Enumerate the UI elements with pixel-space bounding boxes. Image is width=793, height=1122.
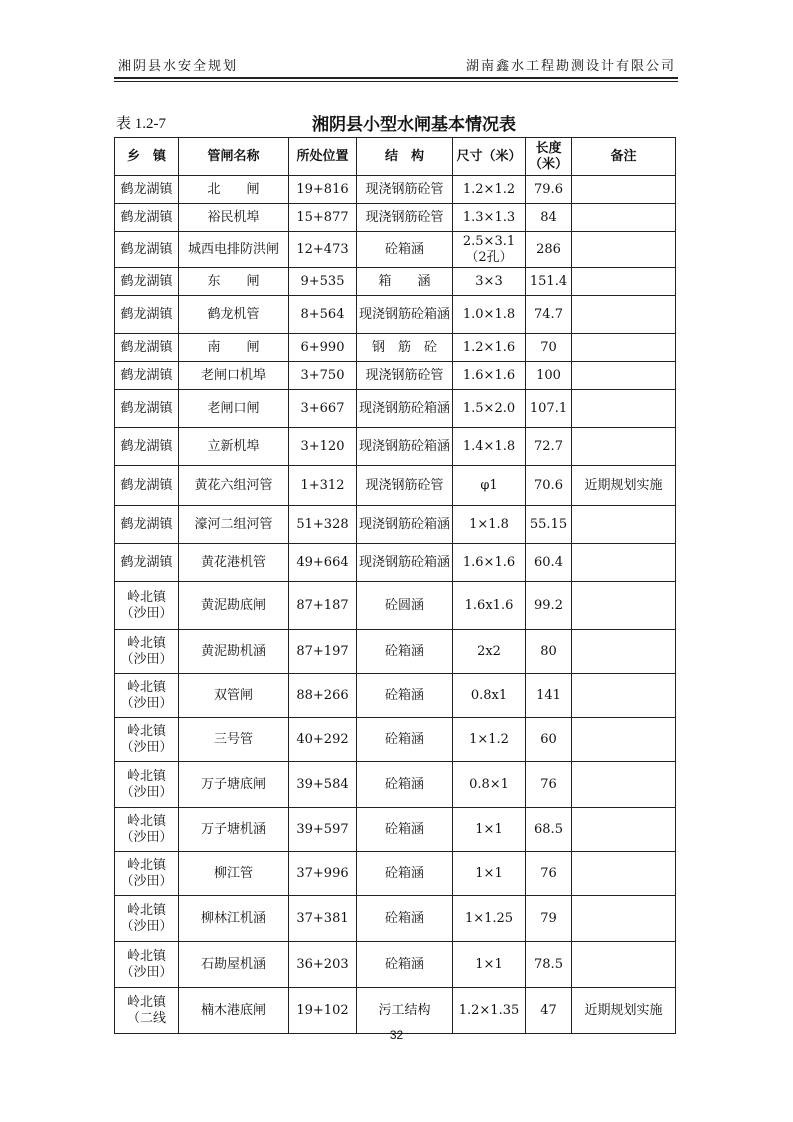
cell-name: 城西电排防洪闸 [179, 232, 289, 268]
cell-town: 岭北镇（沙田） [115, 942, 179, 988]
cell-length: 79 [526, 896, 572, 942]
cell-size: 2.5×3.1（2孔） [453, 232, 526, 268]
cell-remark: 近期规划实施 [572, 988, 676, 1034]
cell-length: 76 [526, 762, 572, 808]
cell-length: 47 [526, 988, 572, 1034]
cell-name: 南 闸 [179, 334, 289, 362]
cell-size: 1.6×1.6 [453, 544, 526, 582]
cell-position: 3+750 [289, 362, 357, 390]
cell-town: 鹤龙湖镇 [115, 232, 179, 268]
cell-length: 78.5 [526, 942, 572, 988]
cell-size: 0.8x1 [453, 674, 526, 718]
cell-length: 79.6 [526, 176, 572, 204]
cell-remark [572, 582, 676, 630]
cell-town: 岭北镇（沙田） [115, 808, 179, 852]
cell-town: 岭北镇（沙田） [115, 674, 179, 718]
table-header-row [115, 138, 676, 176]
cell-town: 鹤龙湖镇 [115, 428, 179, 466]
cell-length: 76 [526, 852, 572, 896]
cell-town: 鹤龙湖镇 [115, 544, 179, 582]
cell-position: 88+266 [289, 674, 357, 718]
cell-length: 70.6 [526, 466, 572, 506]
cell-structure: 现浇钢筋砼箱涵 [357, 506, 453, 544]
cell-name: 双管闸 [179, 674, 289, 718]
cell-remark [572, 718, 676, 762]
cell-size: 1.2×1.6 [453, 334, 526, 362]
table-row [115, 544, 676, 582]
cell-structure: 砼箱涵 [357, 674, 453, 718]
cell-remark [572, 334, 676, 362]
cell-town: 岭北镇（沙田） [115, 630, 179, 674]
cell-name: 柳林江机涵 [179, 896, 289, 942]
col-header-position: 所处位置 [289, 138, 357, 176]
cell-size: 1.0×1.8 [453, 296, 526, 334]
cell-position: 9+535 [289, 268, 357, 296]
cell-position: 87+187 [289, 582, 357, 630]
cell-name: 北 闸 [179, 176, 289, 204]
cell-length: 151.4 [526, 268, 572, 296]
cell-structure: 现浇钢筋砼管 [357, 204, 453, 232]
table-title: 湘阴县小型水闸基本情况表 [312, 115, 516, 135]
cell-remark [572, 428, 676, 466]
table-row [115, 718, 676, 762]
cell-length: 141 [526, 674, 572, 718]
cell-position: 12+473 [289, 232, 357, 268]
col-header-remark: 备注 [572, 138, 676, 176]
cell-remark [572, 852, 676, 896]
cell-town: 岭北镇（沙田） [115, 762, 179, 808]
cell-position: 40+292 [289, 718, 357, 762]
cell-structure: 现浇钢筋砼箱涵 [357, 296, 453, 334]
cell-name: 立新机埠 [179, 428, 289, 466]
cell-position: 19+816 [289, 176, 357, 204]
cell-town: 鹤龙湖镇 [115, 176, 179, 204]
table-row [115, 582, 676, 630]
table-row [115, 296, 676, 334]
table-row [115, 334, 676, 362]
cell-position: 87+197 [289, 630, 357, 674]
table-row [115, 762, 676, 808]
cell-town: 岭北镇（二线 [115, 988, 179, 1034]
cell-structure: 砼箱涵 [357, 762, 453, 808]
cell-size: 1×1.2 [453, 718, 526, 762]
cell-remark [572, 942, 676, 988]
table-row [115, 362, 676, 390]
cell-town: 鹤龙湖镇 [115, 296, 179, 334]
cell-length: 107.1 [526, 390, 572, 428]
table-row [115, 674, 676, 718]
cell-size: 1.4×1.8 [453, 428, 526, 466]
cell-size: 1.6x1.6 [453, 582, 526, 630]
cell-size: 1.6×1.6 [453, 362, 526, 390]
cell-position: 3+120 [289, 428, 357, 466]
cell-name: 楠木港底闸 [179, 988, 289, 1034]
cell-structure: 砼箱涵 [357, 232, 453, 268]
cell-name: 濠河二组河管 [179, 506, 289, 544]
table-row [115, 466, 676, 506]
table-row [115, 506, 676, 544]
cell-name: 柳江管 [179, 852, 289, 896]
cell-name: 黄花港机管 [179, 544, 289, 582]
cell-length: 100 [526, 362, 572, 390]
header-right: 湖南鑫水工程勘测设计有限公司 [465, 59, 676, 74]
cell-town: 鹤龙湖镇 [115, 334, 179, 362]
table-row [115, 176, 676, 204]
cell-position: 19+102 [289, 988, 357, 1034]
cell-position: 15+877 [289, 204, 357, 232]
cell-position: 51+328 [289, 506, 357, 544]
table-row [115, 268, 676, 296]
cell-position: 39+584 [289, 762, 357, 808]
cell-size: 1×1 [453, 942, 526, 988]
cell-size: 1×1 [453, 852, 526, 896]
cell-position: 49+664 [289, 544, 357, 582]
cell-structure: 砼箱涵 [357, 896, 453, 942]
cell-size: φ1 [453, 466, 526, 506]
cell-size: 1.2×1.2 [453, 176, 526, 204]
cell-town: 岭北镇（沙田） [115, 718, 179, 762]
cell-size: 1×1 [453, 808, 526, 852]
cell-name: 黄泥勘底闸 [179, 582, 289, 630]
cell-length: 68.5 [526, 808, 572, 852]
header-rule-thick [114, 77, 678, 79]
cell-town: 鹤龙湖镇 [115, 362, 179, 390]
cell-remark [572, 762, 676, 808]
cell-structure: 污工结构 [357, 988, 453, 1034]
cell-town: 岭北镇（沙田） [115, 896, 179, 942]
cell-remark [572, 268, 676, 296]
cell-name: 黄泥勘机涵 [179, 630, 289, 674]
cell-length: 80 [526, 630, 572, 674]
cell-length: 72.7 [526, 428, 572, 466]
cell-name: 鹤龙机管 [179, 296, 289, 334]
cell-remark [572, 674, 676, 718]
table-caption [116, 110, 676, 135]
cell-structure: 砼箱涵 [357, 718, 453, 762]
cell-size: 0.8×1 [453, 762, 526, 808]
cell-structure: 现浇钢筋砼管 [357, 362, 453, 390]
cell-town: 鹤龙湖镇 [115, 466, 179, 506]
table-row [115, 630, 676, 674]
cell-size: 1×1.25 [453, 896, 526, 942]
cell-name: 黄花六组河管 [179, 466, 289, 506]
cell-structure: 砼箱涵 [357, 630, 453, 674]
cell-length: 70 [526, 334, 572, 362]
cell-length: 74.7 [526, 296, 572, 334]
cell-structure: 砼箱涵 [357, 808, 453, 852]
cell-size: 1.3×1.3 [453, 204, 526, 232]
table-row [115, 942, 676, 988]
cell-length: 60.4 [526, 544, 572, 582]
cell-name: 石勘屋机涵 [179, 942, 289, 988]
cell-remark [572, 896, 676, 942]
cell-name: 老闸口机埠 [179, 362, 289, 390]
cell-length: 84 [526, 204, 572, 232]
header-rule-thin [114, 81, 678, 82]
cell-structure: 砼圆涵 [357, 582, 453, 630]
cell-structure: 现浇钢筋砼管 [357, 176, 453, 204]
cell-structure: 箱 涵 [357, 268, 453, 296]
cell-town: 鹤龙湖镇 [115, 268, 179, 296]
col-header-name: 管闸名称 [179, 138, 289, 176]
cell-position: 1+312 [289, 466, 357, 506]
cell-position: 36+203 [289, 942, 357, 988]
cell-structure: 现浇钢筋砼箱涵 [357, 544, 453, 582]
cell-name: 东 闸 [179, 268, 289, 296]
table-number: 表 1.2-7 [116, 116, 166, 132]
table-row [115, 232, 676, 268]
cell-remark [572, 544, 676, 582]
cell-remark [572, 390, 676, 428]
col-header-size: 尺寸（米） [453, 138, 526, 176]
running-header [118, 55, 676, 75]
cell-position: 39+597 [289, 808, 357, 852]
table-row [115, 808, 676, 852]
cell-town: 岭北镇（沙田） [115, 852, 179, 896]
cell-town: 鹤龙湖镇 [115, 506, 179, 544]
table-row [115, 988, 676, 1034]
cell-position: 37+996 [289, 852, 357, 896]
sluice-table [114, 137, 676, 1034]
cell-position: 37+381 [289, 896, 357, 942]
col-header-structure: 结 构 [357, 138, 453, 176]
cell-structure: 现浇钢筋砼箱涵 [357, 428, 453, 466]
cell-remark [572, 506, 676, 544]
cell-remark [572, 362, 676, 390]
cell-remark [572, 204, 676, 232]
cell-position: 6+990 [289, 334, 357, 362]
cell-remark [572, 232, 676, 268]
table-row [115, 204, 676, 232]
page-number: 32 [389, 1028, 404, 1042]
cell-town: 鹤龙湖镇 [115, 204, 179, 232]
col-header-length: 长度（米） [526, 138, 572, 176]
table-row [115, 896, 676, 942]
cell-length: 55.15 [526, 506, 572, 544]
table-row [115, 390, 676, 428]
cell-position: 3+667 [289, 390, 357, 428]
table-row [115, 428, 676, 466]
cell-remark [572, 296, 676, 334]
cell-town: 鹤龙湖镇 [115, 390, 179, 428]
cell-remark: 近期规划实施 [572, 466, 676, 506]
cell-structure: 砼箱涵 [357, 852, 453, 896]
cell-name: 老闸口闸 [179, 390, 289, 428]
cell-remark [572, 630, 676, 674]
cell-size: 3×3 [453, 268, 526, 296]
table-row [115, 852, 676, 896]
cell-name: 万子塘机涵 [179, 808, 289, 852]
cell-length: 99.2 [526, 582, 572, 630]
cell-structure: 现浇钢筋砼箱涵 [357, 390, 453, 428]
cell-name: 三号管 [179, 718, 289, 762]
cell-name: 万子塘底闸 [179, 762, 289, 808]
cell-size: 1×1.8 [453, 506, 526, 544]
cell-size: 1.5×2.0 [453, 390, 526, 428]
cell-remark [572, 808, 676, 852]
cell-town: 岭北镇（沙田） [115, 582, 179, 630]
cell-name: 裕民机埠 [179, 204, 289, 232]
cell-length: 60 [526, 718, 572, 762]
cell-remark [572, 176, 676, 204]
cell-structure: 钢 筋 砼 [357, 334, 453, 362]
cell-size: 2x2 [453, 630, 526, 674]
cell-position: 8+564 [289, 296, 357, 334]
cell-size: 1.2×1.35 [453, 988, 526, 1034]
col-header-town: 乡 镇 [115, 138, 179, 176]
cell-structure: 砼箱涵 [357, 942, 453, 988]
cell-structure: 现浇钢筋砼管 [357, 466, 453, 506]
cell-length: 286 [526, 232, 572, 268]
header-left: 湘阴县水安全规划 [118, 59, 239, 74]
